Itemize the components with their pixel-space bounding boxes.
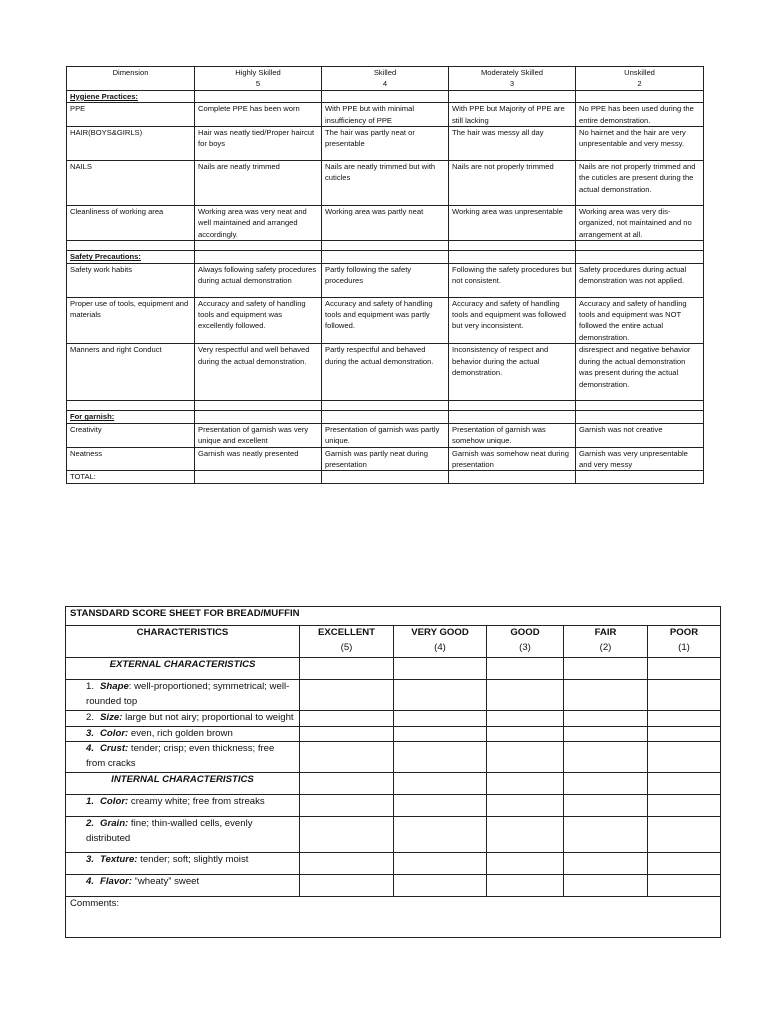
rubric-header-unskilled: Unskilled 2 [576,67,704,91]
section-row-garnish [67,411,704,423]
score-cell[interactable] [648,680,721,711]
rubric-cell: Presentation of garnish was partly unique. [322,423,449,447]
rating-header-fair: FAIR (2) [564,626,648,658]
rubric-header-row [67,67,704,91]
rubric-cell: Safety work habits [67,263,195,297]
rubric-cell: Always following safety procedures during actual demonstration [195,263,322,297]
score-cell[interactable] [394,742,487,773]
score-row-color-external [66,726,721,742]
score-cell[interactable] [648,726,721,742]
characteristic-cell: 4. Crust: tender; crisp; even thickness; free from cracks [66,742,300,773]
rubric-cell: Accuracy and safety of handling tools and equipment was NOT followed the entire actual demonstration. [576,297,704,344]
rubric-cell: Working area was very dis-organized, not maintained and no arrangement at all. [576,206,704,241]
characteristic-cell: 2. Grain: fine; thin-walled cells, evenly distributed [66,817,300,853]
score-cell[interactable] [648,711,721,727]
score-sheet-title: STANSDARD SCORE SHEET FOR BREAD/MUFFIN [66,607,721,626]
rubric-cell: Manners and right Conduct [67,344,195,401]
score-cell[interactable] [300,853,394,875]
rubric-row-tools [67,297,704,344]
score-cell[interactable] [300,817,394,853]
section-label-hygiene: Hygiene Practices: [67,90,195,102]
score-row-texture [66,853,721,875]
rubric-cell: Presentation of garnish was very unique and excellent [195,423,322,447]
rubric-cell: Working area was unpresentable [449,206,576,241]
rubric-cell: Cleanliness of working area [67,206,195,241]
rubric-cell: Following the safety procedures but not consistent. [449,263,576,297]
rubric-row-safety-habits [67,263,704,297]
score-cell[interactable] [300,875,394,897]
rating-header-very-good: VERY GOOD (4) [394,626,487,658]
score-cell[interactable] [564,726,648,742]
rubric-cell: Garnish was not creative [576,423,704,447]
score-cell[interactable] [300,711,394,727]
score-cell[interactable] [564,742,648,773]
internal-characteristics-heading: INTERNAL CHARACTERISTICS [66,773,300,795]
rubric-cell: Nails are neatly trimmed [195,161,322,206]
score-cell[interactable] [564,711,648,727]
score-cell[interactable] [487,726,564,742]
score-cell[interactable] [564,795,648,817]
score-cell[interactable] [648,742,721,773]
score-cell[interactable] [487,875,564,897]
characteristic-cell: 1. Shape: well-proportioned; symmetrical; well-rounded top [66,680,300,711]
rubric-cell: Neatness [67,447,195,471]
skills-rubric-table [66,66,704,484]
score-cell[interactable] [487,711,564,727]
characteristic-cell: 3. Color: even, rich golden brown [66,726,300,742]
score-cell[interactable] [394,875,487,897]
rubric-header-skilled: Skilled 4 [322,67,449,91]
rubric-cell: With PPE but Majority of PPE are still lacking [449,103,576,127]
score-cell[interactable] [487,795,564,817]
rubric-cell: Garnish was partly neat during presentation [322,447,449,471]
rating-header-good: GOOD (3) [487,626,564,658]
score-cell[interactable] [487,853,564,875]
rubric-row-creativity [67,423,704,447]
bread-muffin-score-sheet [65,606,721,938]
total-label: TOTAL: [67,471,195,483]
internal-heading-row [66,773,721,795]
score-cell[interactable] [648,795,721,817]
score-cell[interactable] [648,853,721,875]
rubric-cell: Complete PPE has been worn [195,103,322,127]
rubric-cell: No hairnet and the hair are very unpresentable and very messy. [576,127,704,161]
comments-field[interactable]: Comments: [66,897,721,938]
rubric-cell: Hair was neatly tied/Proper haircut for boys [195,127,322,161]
score-cell[interactable] [394,680,487,711]
rubric-cell: Safety procedures during actual demonstration was not applied. [576,263,704,297]
rubric-header-dimension: Dimension [67,67,195,91]
score-cell[interactable] [487,680,564,711]
characteristics-header: CHARACTERISTICS [66,626,300,658]
rubric-cell: disrespect and negative behavior during the actual demonstration was present during the actual demonstration. [576,344,704,401]
rubric-cell: Proper use of tools, equipment and materials [67,297,195,344]
score-row-color-internal [66,795,721,817]
rubric-row-ppe [67,103,704,127]
score-sheet-title-row [66,607,721,626]
section-row-hygiene [67,90,704,102]
rubric-cell: Partly following the safety procedures [322,263,449,297]
score-cell[interactable] [564,817,648,853]
rubric-row-nails [67,161,704,206]
rubric-cell: Garnish was somehow neat during presentation [449,447,576,471]
characteristic-cell: 2. Size: large but not airy; proportional to weight [66,711,300,727]
score-cell[interactable] [564,853,648,875]
score-row-shape [66,680,721,711]
rating-header-poor: POOR (1) [648,626,721,658]
characteristic-cell: 3. Texture: tender; soft; slightly moist [66,853,300,875]
score-cell[interactable] [487,742,564,773]
score-cell[interactable] [648,875,721,897]
rubric-row-cleanliness [67,206,704,241]
rubric-cell: Garnish was very unpresentable and very messy [576,447,704,471]
section-label-safety: Safety Precautions: [67,251,195,263]
rubric-cell: Working area was very neat and well maintained and arranged accordingly. [195,206,322,241]
rubric-row-hair [67,127,704,161]
section-label-garnish: For garnish: [67,411,195,423]
rubric-cell: Accuracy and safety of handling tools and equipment was partly followed. [322,297,449,344]
comments-row [66,897,721,938]
section-row-safety [67,251,704,263]
rubric-cell: Creativity [67,423,195,447]
external-characteristics-heading: EXTERNAL CHARACTERISTICS [66,658,300,680]
score-row-flavor [66,875,721,897]
score-cell[interactable] [487,817,564,853]
spacer-row [67,241,704,251]
score-row-size [66,711,721,727]
rubric-header-highly-skilled: Highly Skilled 5 [195,67,322,91]
rubric-header-moderately-skilled: Moderately Skilled 3 [449,67,576,91]
rubric-row-neatness [67,447,704,471]
external-heading-row [66,658,721,680]
score-cell[interactable] [648,817,721,853]
score-cell[interactable] [300,680,394,711]
rubric-cell: Nails are neatly trimmed but with cuticles [322,161,449,206]
score-cell[interactable] [394,726,487,742]
rubric-cell: Inconsistency of respect and behavior during the actual demonstration. [449,344,576,401]
rubric-cell: HAIR(BOYS&GIRLS) [67,127,195,161]
rubric-row-total [67,471,704,483]
characteristic-cell: 4. Flavor: “wheaty” sweet [66,875,300,897]
score-cell[interactable] [394,817,487,853]
rating-header-excellent: EXCELLENT (5) [300,626,394,658]
rubric-cell: The hair was partly neat or presentable [322,127,449,161]
score-row-crust [66,742,721,773]
rubric-cell: The hair was messy all day [449,127,576,161]
score-sheet-header-row [66,626,721,658]
score-cell[interactable] [394,795,487,817]
rubric-row-manners [67,344,704,401]
rubric-cell: Working area was partly neat [322,206,449,241]
score-cell[interactable] [300,726,394,742]
score-cell[interactable] [394,711,487,727]
score-cell[interactable] [300,795,394,817]
spacer-row [67,401,704,411]
rubric-cell: No PPE has been used during the entire demonstration. [576,103,704,127]
score-cell[interactable] [564,875,648,897]
rubric-cell: NAILS [67,161,195,206]
rubric-cell: With PPE but with minimal insufficiency of PPE [322,103,449,127]
rubric-cell: Garnish was neatly presented [195,447,322,471]
rubric-cell: Accuracy and safety of handling tools and equipment was followed but very inconsistent. [449,297,576,344]
characteristic-cell: 1. Color: creamy white; free from streaks [66,795,300,817]
rubric-cell: Presentation of garnish was somehow unique. [449,423,576,447]
score-cell[interactable] [564,680,648,711]
rubric-cell: Accuracy and safety of handling tools and equipment was excellently followed. [195,297,322,344]
score-cell[interactable] [300,742,394,773]
rubric-cell: Partly respectful and behaved during the actual demonstration. [322,344,449,401]
rubric-cell: PPE [67,103,195,127]
rubric-cell: Very respectful and well behaved during the actual demonstration. [195,344,322,401]
rubric-cell: Nails are not properly trimmed [449,161,576,206]
score-cell[interactable] [394,853,487,875]
rubric-cell: Nails are not properly trimmed and the cuticles are present during the actual demonstration. [576,161,704,206]
score-row-grain [66,817,721,853]
